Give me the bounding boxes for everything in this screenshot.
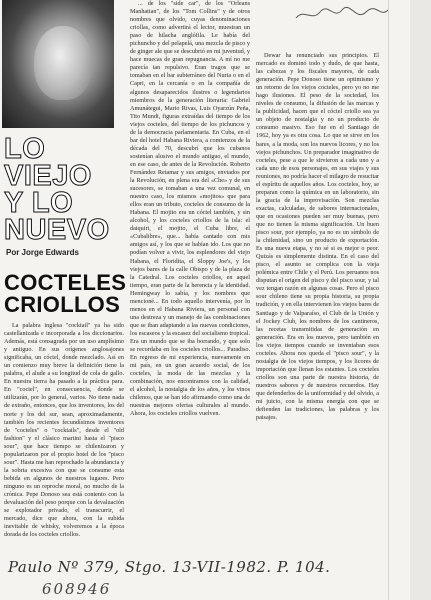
handwritten-catalog-number: 608946 xyxy=(42,580,112,598)
column-2-text: ... de los "side car", de los "Orleans Manhattan", de los "Tom Collins" y de otros nombres que olvido, cuyas denominaciones criollas, como advertirá el lector, muestran un paso de hilacha anglófila. Le había del pichuncho y del pelapelá, una mezcla de pisco y de ginger ale que se descubrió en mi juventud, y hace muecas de gran repugnancia. A mí no me parecía tan repulsivo. Eran tragos que se tomaban en el bar subterráneo del Nuria o en el Capri, en la cercanía o en la compañía de algunos desaparecidos ilustres o legendarios miembros de la generación literaria: Gabriel Amunátegui, Mario Rivas, Luis Oyarzún Peña, Tito Mundt, figuras extraídas del tiempo de los viejos cocteles, del tiempo de los pichuncos y de la democracia parlamentaria. En Cuba, en el bar del hotel Habana Riviera, a comienzos de la década del 70, descubrí que los cubanos sostenían alusivo el mundo antiguo, el mundo, en ese caso, de antes de la Revolución. Roberto Fernández Retamar y sus amigos, enviados por la Revolución, en plena era del «Che» y de sus sucesores, se tomaban a una vez comunal, en nuestro caso, los mismos «mojitos» que para ellos eran un tributo, cocteles de consumo de la Habana. El mojito era un cóctel también, y sin alcohol, y los cocteles criollos de la isla: el daiquiri, el mojito, el Cuba libre, el «Cubalibre», que... había cantado con mis amigos así, y los que se habían ido. Los que no podían volver a vivir, los esplendores del viejo Habana, el Floridita, el Sloppy Joe's, y los viejos bares de la calle Obispo y de la plaza de la Catedral. Los cocteles criollos, en aquel tiempo, eran parte de la herencia y la identidad. Hemingway lo sabía, y los nombres que mencioné... En todo aquello intervenía, por lo menos en el Habana Riviera, un personal con una destreza y un manejo de las combinaciones que se iban adaptando a las nuevas condiciones, los escaseos y la escasez del socialismo tropical. Era un mundo que se iba borrando, y que solo se recordaba en los cocteles criollos... Paradiso. En regreso de mi experiencia, nuevamente en mi país, en un gran acuerdo social, de los cocteles, la moda de las mezclas y la combinación, nos encontramos con la calidad, el alcohol, la nostalgia de los años, y los vinos chilenos, que se han ido afirmando como una de nuestras mejores ofertas culturales al mundo. Ahora, los cocteles criollos vuelven. xyxy=(130,0,250,418)
author-photo xyxy=(2,0,114,128)
column-divider xyxy=(388,0,389,600)
column-3-text: Dewar ha renunciado sus principios. El mercado es dominó todo y dudo, de que hasta, las cabezas y los fiscales mayores, de cada generación. Pepe Donoso tiene un optimismo y un retorno de los viejos cocteles, pero yo no me hago ilusiones. El peso de la sociedad, los niveles de consumo, la difusión de las marcas y la publicidad, hacen que el cóctel criollo sea ya un objeto de nostalgia y no un producto de consumo masivo. Eso fue en el Santiago de 1962, hoy ya es otra cosa. Lo que se sirve en los bares, a la moda, son los nuevos licores, y no los viejos pichunchos. Un preparador imaginativo de cocteles, pese a que le sirvieron a cada uno y a cada uno de esos personajes, en sus viajes y sus reuniones, no podría hacer el milagro de resucitar el espíritu de aquellos años. Los cocteles, hoy, se preparan como la química en un laboratorio, sin la gracia de la improvisación. Son mezclas exactas, calculadas, de sabores internacionales, que en ocasiones pueden ser muy buenas, pero que no tienen la misma significación. Un buen pisco sour, por ejemplo, ya no es un símbolo de la chilenidad, sino un producto de exportación. Es una nueva etapa, y no sé si es mejor o peor. Quizás es simplemente distinta. En el caso del pisco, el asunto se complica con la vieja polémica entre Chile y el Perú. Los peruanos nos disputan el origen del pisco y del pisco sour, y tal vez tengan razón en algunas cosas. Pero el pisco sour chileno tiene su propia historia, su propia tradición, y en ella intervienen los viejos bares de Santiago y de Valparaíso, el Club de la Unión y el Jockey Club, los nombres de los cantineros, las recetas transmitidas de generación en generación. Era en los nuevos, pero también en los viejos tiempos cuando se inventaban esos cocteles. Ahora nos queda el "pisco sour", y la nostalgia de los viejos tiempos, y los licores de importación que llenan los estantes. Los cocteles criollos son una parte de nuestra historia, de nuestros sabores y de nuestros recuerdos. Hay que defenderlos de la uniformidad y del olvido, a mi juicio, con la misma energía con que se defienden las tradiciones, las palabras y los paisajes. xyxy=(256,52,379,422)
author-face xyxy=(34,26,92,100)
handwritten-scribble xyxy=(294,4,390,24)
text-column-1 xyxy=(4,322,124,562)
text-column-2 xyxy=(130,0,250,560)
column-1-text: La palabra inglesa "cocktail" ya ha sido castellanizada e incorporada a los diccionarios. Además, está consagrada por un uso amplísimo y antiguo. En sus orígenes anglosajones significaba, un cóctel, donde mezclado. Así en un comienzo muy breve la definición tiene la palabra, el alude a su longitud de cola de gallo. En nuestra tierra ha pasado a la práctica para. En "coctel", en consecuencia, donde se utilizarán, por lo general, varios. No tiene nada de extraño, entonces, que los inventores, los del norte y los del sur, sean, aproximadamente, también los recientes fecundísimos inventores de "cocteles" o "cocktails", desde el "old fashion" y el clásico martini hasta el "pisco sour", que hace tiempo se chilenizaron y popularizaron por el propio hotel de los "pisco sour". Hasta me han reprochado la abundancia y la sobria excesiva con que se consume esta bebida en algunos de nuestros lugares. Pero ninguno es un reproche moral, no mucho de la crónica. Pepe Donoso sea está contento con la devaluación del peso porque con la devaluación se explotador privado, el transcurrir, el mercado, dice que ahora, con la subida inevitable de whisky, volveremos a la época dorada de los cocteles criollos. xyxy=(4,322,124,539)
text-column-3 xyxy=(256,52,379,572)
series-header xyxy=(4,133,124,246)
series-title: LO VIEJO Y LO NUEVO xyxy=(4,133,110,246)
byline: Por Jorge Edwards xyxy=(6,248,79,257)
article-headline: COCTELES CRIOLLOS xyxy=(4,270,127,317)
handwritten-citation: Paulo Nº 379, Stgo. 13-VII-1982. P. 104. xyxy=(8,558,331,576)
page-margin xyxy=(410,0,431,600)
